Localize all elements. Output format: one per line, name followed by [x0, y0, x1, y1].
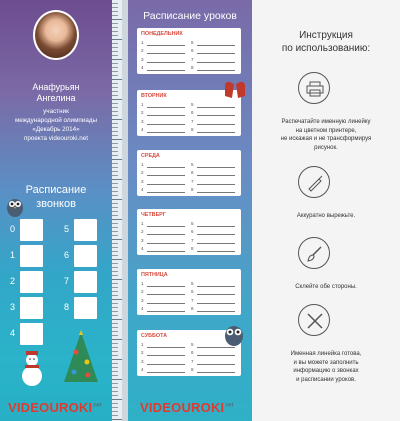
lesson-field[interactable]: [197, 107, 235, 108]
lesson-field[interactable]: [147, 251, 185, 252]
printer-icon: [298, 72, 330, 104]
lesson-field[interactable]: [147, 175, 185, 176]
lesson-number: 4: [141, 305, 144, 311]
name-card-panel: [0, 0, 112, 421]
lesson-field[interactable]: [197, 303, 235, 304]
info-line-4: проекта videouroki.net: [23, 135, 88, 142]
lesson-number: 5: [191, 162, 194, 167]
lesson-number: 2: [141, 289, 144, 295]
lesson-field[interactable]: [197, 311, 235, 312]
lesson-number: 1: [141, 281, 144, 286]
lesson-field[interactable]: [147, 124, 185, 125]
lesson-field[interactable]: [197, 294, 235, 295]
info-line-2: международной олимпиады: [14, 117, 98, 124]
bell-slot-0[interactable]: 0: [10, 219, 43, 241]
step-cut: Аккуратно вырежьте.: [296, 213, 356, 219]
lesson-field[interactable]: [197, 62, 235, 63]
lesson-number: 6: [191, 289, 194, 295]
lesson-field[interactable]: [147, 243, 185, 244]
lesson-number: 6: [191, 350, 194, 356]
bell-slot-7[interactable]: 7: [64, 271, 97, 293]
student-firstname: Ангелина: [36, 93, 76, 103]
lesson-field[interactable]: [197, 132, 235, 133]
ruler-pencil-icon: [298, 304, 330, 336]
step-glue: Склейте обе стороны.: [295, 284, 357, 290]
day-name: ВТОРНИК: [141, 93, 167, 99]
lesson-number: 3: [141, 118, 144, 124]
lesson-field[interactable]: [197, 347, 235, 348]
ruler-scale: [112, 0, 122, 421]
lesson-number: 2: [141, 48, 144, 54]
lesson-field[interactable]: [197, 70, 235, 71]
lesson-number: 5: [191, 102, 194, 107]
info-line-1: участник: [43, 108, 69, 115]
lesson-field[interactable]: [197, 167, 235, 168]
day-name: ПЯТНИЦА: [141, 272, 168, 278]
lesson-field[interactable]: [147, 355, 185, 356]
lesson-number: 3: [141, 237, 144, 243]
day-name: СУББОТА: [141, 333, 167, 339]
lesson-field[interactable]: [197, 115, 235, 116]
lesson-field[interactable]: [147, 294, 185, 295]
mittens-icon: [222, 80, 248, 102]
lesson-number: 2: [141, 229, 144, 235]
day-name: ПОНЕДЕЛЬНИК: [141, 31, 183, 37]
lesson-number: 5: [191, 281, 194, 286]
lesson-field[interactable]: [197, 286, 235, 287]
bell-slot-2[interactable]: 2: [10, 271, 43, 293]
bell-slot-6[interactable]: 6: [64, 245, 97, 267]
lesson-number: 8: [191, 126, 194, 132]
lesson-field[interactable]: [147, 347, 185, 348]
lesson-field[interactable]: [147, 167, 185, 168]
lesson-field[interactable]: [147, 303, 185, 304]
day-card-3: [137, 209, 241, 255]
lesson-field[interactable]: [197, 124, 235, 125]
lesson-number: 1: [141, 162, 144, 167]
lesson-field[interactable]: [197, 226, 235, 227]
logo-left: $VIDEOUROKI^{.net}$: [8, 400, 102, 415]
lesson-field[interactable]: [197, 175, 235, 176]
step-done: Именная линейка готова, и вы можете заполнить информацию о звонках и расписании уроков.: [290, 351, 362, 383]
day-name: ЧЕТВЕРГ: [141, 212, 166, 218]
lesson-field[interactable]: [197, 355, 235, 356]
owl-icon-2: [224, 322, 244, 346]
lesson-field[interactable]: [147, 132, 185, 133]
lesson-number: 7: [191, 297, 194, 303]
lesson-number: 1: [141, 102, 144, 107]
bell-slot-5[interactable]: 5: [64, 219, 97, 241]
lesson-field[interactable]: [197, 243, 235, 244]
lesson-number: 6: [191, 170, 194, 176]
lesson-number: 5: [191, 342, 194, 347]
lesson-number: 4: [141, 366, 144, 372]
instructions-title: Инструкция по использованию:: [281, 30, 371, 54]
lesson-field[interactable]: [197, 53, 235, 54]
lesson-number: 3: [141, 178, 144, 184]
lesson-number: 3: [141, 358, 144, 364]
lesson-number: 5: [191, 221, 194, 226]
lesson-field[interactable]: [197, 251, 235, 252]
lesson-number: 7: [191, 178, 194, 184]
day-name: СРЕДА: [141, 153, 160, 159]
lesson-field[interactable]: [147, 62, 185, 63]
lesson-number: 7: [191, 358, 194, 364]
lesson-field[interactable]: [197, 364, 235, 365]
lesson-number: 6: [191, 229, 194, 235]
lesson-number: 2: [141, 110, 144, 116]
lesson-number: 3: [141, 297, 144, 303]
day-card-0: [137, 28, 241, 74]
lesson-number: 7: [191, 118, 194, 124]
lesson-number: 1: [141, 342, 144, 347]
lesson-number: 2: [141, 350, 144, 356]
lesson-field[interactable]: [147, 184, 185, 185]
bell-slot-8[interactable]: 8: [64, 297, 97, 319]
bells-title-line2: звонков: [36, 198, 76, 210]
lesson-field[interactable]: [147, 53, 185, 54]
lesson-number: 8: [191, 64, 194, 70]
lesson-field[interactable]: [197, 192, 235, 193]
lesson-number: 4: [141, 245, 144, 251]
lesson-field[interactable]: [147, 234, 185, 235]
student-photo: [33, 10, 79, 60]
day-card-4: [137, 269, 241, 315]
lesson-number: 4: [141, 64, 144, 70]
brush-icon: [298, 237, 330, 269]
bell-slot-4[interactable]: 4: [10, 323, 43, 345]
lesson-field[interactable]: [197, 45, 235, 46]
lesson-number: 8: [191, 245, 194, 251]
lesson-number: 2: [141, 170, 144, 176]
lesson-field[interactable]: [197, 372, 235, 373]
owl-icon: [6, 195, 24, 217]
student-surname: Анафурьян: [32, 82, 80, 92]
lesson-number: 4: [141, 186, 144, 192]
knife-icon: [298, 166, 330, 198]
lesson-field[interactable]: [147, 45, 185, 46]
lesson-field[interactable]: [197, 234, 235, 235]
snowman-icon: [20, 350, 44, 388]
lesson-number: 4: [141, 126, 144, 132]
lesson-field[interactable]: [197, 184, 235, 185]
logo-middle: $VIDEOUROKI^{.net}$: [140, 400, 234, 415]
lesson-field[interactable]: [147, 364, 185, 365]
lesson-number: 8: [191, 305, 194, 311]
bells-title-line1: Расписание: [25, 184, 87, 196]
lesson-field[interactable]: [147, 226, 185, 227]
lesson-field[interactable]: [147, 192, 185, 193]
step-print: Распечатайте именную линейку на цветном принтере, не искажая и не трансформируя рисунок.: [280, 119, 372, 151]
lesson-field[interactable]: [147, 311, 185, 312]
lesson-field[interactable]: [147, 107, 185, 108]
lesson-number: 5: [191, 40, 194, 45]
lesson-number: 6: [191, 110, 194, 116]
lesson-field[interactable]: [147, 115, 185, 116]
lesson-field[interactable]: [147, 286, 185, 287]
schedule-title: Расписание уроков: [143, 10, 237, 22]
lesson-number: 7: [191, 56, 194, 62]
lesson-number: 1: [141, 40, 144, 45]
christmas-tree-icon: [60, 330, 102, 388]
lesson-number: 7: [191, 237, 194, 243]
bell-slot-1[interactable]: 1: [10, 245, 43, 267]
lesson-number: 8: [191, 186, 194, 192]
lesson-number: 6: [191, 48, 194, 54]
info-line-3: «Декабрь 2014»: [32, 126, 80, 133]
lesson-field[interactable]: [147, 372, 185, 373]
lesson-number: 3: [141, 56, 144, 62]
lesson-field[interactable]: [147, 70, 185, 71]
bell-slot-3[interactable]: 3: [10, 297, 43, 319]
lesson-number: 8: [191, 366, 194, 372]
lesson-number: 1: [141, 221, 144, 226]
day-card-2: [137, 150, 241, 196]
